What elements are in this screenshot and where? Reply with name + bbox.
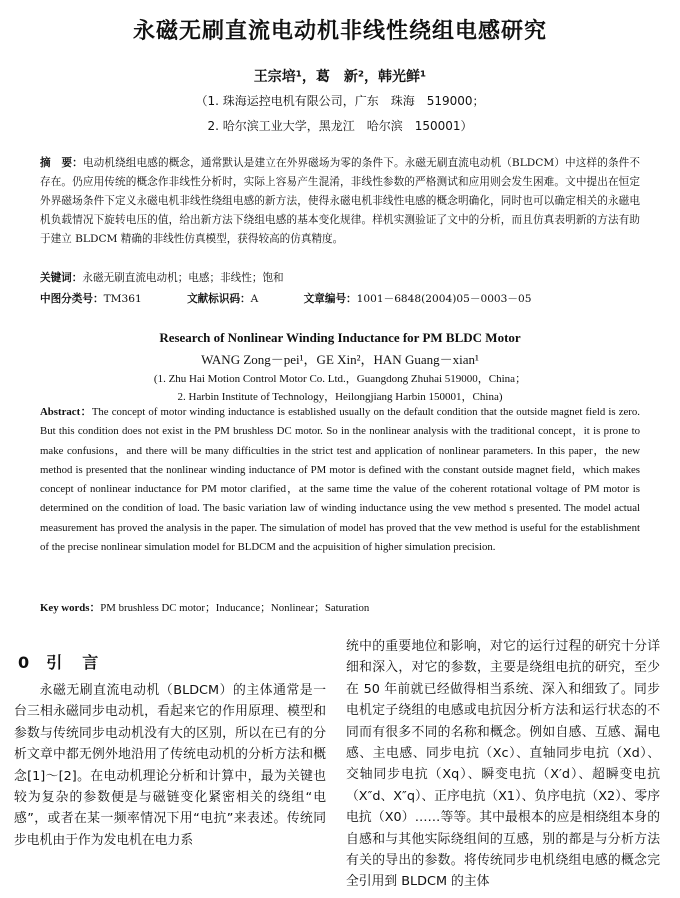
paper-title-en: Research of Nonlinear Winding Inductance for PM BLDC Motor: [159, 330, 521, 345]
body-column-right: 统中的重要地位和影响，对它的运行过程的研究十分详细和深入，对它的参数，主要是绕组电抗的研究，至少在 50 年前就已经做得相当系统、深入和细致了。同步电机定子绕组的电感或电抗因分析方法和运行状态的不同而有很多不同的名称和概念。例如自感、互感、漏电感、主电感、同步电抗（Xc）、直轴同步电抗（Xd）、交轴同步电抗（Xq）、瞬变电抗（X′d）、超瞬变电抗（X″d、X″q）、正序电抗（X1）、负序电抗（X2）、零序电抗（X0）……等等。其中最根本的应是相绕组本身的自感和与其他实际绕组间的互感，别的都是与分析方法有关的导出的参数。将传统同步电机绕组电感的概念完全引用到 BLDCM 的主体: [346, 639, 660, 890]
keywords-en: [40, 600, 369, 615]
abstract-en: [40, 403, 640, 557]
abstract-zh: [40, 154, 640, 249]
authors-zh: 王宗培¹，葛 新²，韩光鲜¹: [253, 69, 427, 85]
abstract-en-label: Abstract：: [40, 406, 92, 418]
section-title: 引 言: [46, 653, 101, 672]
keywords-en-text: PM brushless DC motor；Inducance；Nonlinear；Saturation: [100, 602, 370, 614]
section-heading: [18, 650, 100, 673]
paper-title-zh: 永磁无刷直流电动机非线性绕组电感研究: [132, 19, 547, 44]
article-no-value: 1001－6848(2004)05－0003－05: [356, 293, 532, 305]
article-no-label: 文章编号：: [303, 293, 357, 305]
body-column-left: 永磁无刷直流电动机（BLDCM）的主体通常是一台三相永磁同步电动机，看起来它的作用原理、模型和参数与传统同步电动机没有大的区别，所以在已有的分析文章中都无例外地沿用了传统电动机的分析方法和概念[1]～[2]。在电动机理论分析和计算中，最为关键也较为复杂的参数便是与磁链变化紧密相关的绕组“电感”，或者在某一频率情况下用“电抗”来表述。传统同步电机由于作为发电机在电力系: [14, 683, 326, 848]
affiliation-zh-1: （1. 珠海运控电机有限公司，广东 珠海 519000；: [195, 94, 485, 108]
abstract-en-text: The concept of motor winding inductance is established usually on the default condition that the outside magnet field is zero. But this condition does not exist in the PM brushless DC motor. So in the nonlinear analysis with the traditional concept，it is prone to make confusions，and there will be many difficulties in the strict test and application of nonlinear parameters. In this paper，the new method is presented that the nonlinear winding inductance of PM motor is defined with the constant outside magnet field，which makes concept of nonlinear inductance for PM motor clarified，at the same time the value of the coherent rotational voltage of PM motor is determined on the condition of load. The basic variation law of winding inductance using the vew method s presented. The model actual measurement has proved the analysis in the paper. The simulation of model has proved that the vew method is useful for the establishment of the precise nonlinear simulation model for BLDCM and the acpuisition of higher simulation precision.: [40, 406, 640, 554]
doc-code-label: 文献标识码：: [187, 293, 251, 305]
doc-code-value: A: [250, 293, 259, 305]
keywords-zh: [40, 270, 284, 285]
keywords-en-label: Key words：: [40, 602, 101, 614]
classification-line: [40, 291, 640, 306]
keywords-zh-label: 关键词：: [40, 272, 83, 284]
clc-label: 中图分类号：: [40, 293, 104, 305]
affiliation-en-2: 2. Harbin Institute of Technology，Heilongjiang Harbin 150001，China): [177, 391, 503, 403]
affiliation-zh-2: 2. 哈尔滨工业大学，黑龙江 哈尔滨 150001）: [207, 119, 473, 133]
clc-value: TM361: [103, 293, 142, 305]
authors-en: WANG Zong－pei¹，GE Xin²，HAN Guang－xian¹: [201, 352, 479, 367]
abstract-zh-text: 电动机绕组电感的概念，通常默认是建立在外界磁场为零的条件下。永磁无刷直流电动机（BLDCM）中这样的条件不存在。仍应用传统的概念作非线性分析时，实际上容易产生混淆，非线性参数的严格测试和应用则会发生困难。文中提出在恒定外界磁场条件下定义永磁电机非线性绕组电感的新方法，使得永磁电机非线性电感的概念明确化，同时也可以确定相关的永磁电机负载情况下旋转电压的值，给出新方法下绕组电感的基本变化规律。样机实测验证了文中的分析，而且仿真表明新的方法有助于建立 BLDCM 精确的非线性仿真模型，获得较高的仿真精度。: [40, 157, 640, 245]
abstract-zh-label: 摘 要：: [40, 157, 83, 169]
affiliation-en-1: (1. Zhu Hai Motion Control Motor Co. Ltd.，Guangdong Zhuhai 519000，China；: [153, 373, 527, 385]
keywords-zh-text: 永磁无刷直流电动机；电感；非线性；饱和: [82, 272, 284, 284]
section-number: 0: [18, 653, 32, 672]
